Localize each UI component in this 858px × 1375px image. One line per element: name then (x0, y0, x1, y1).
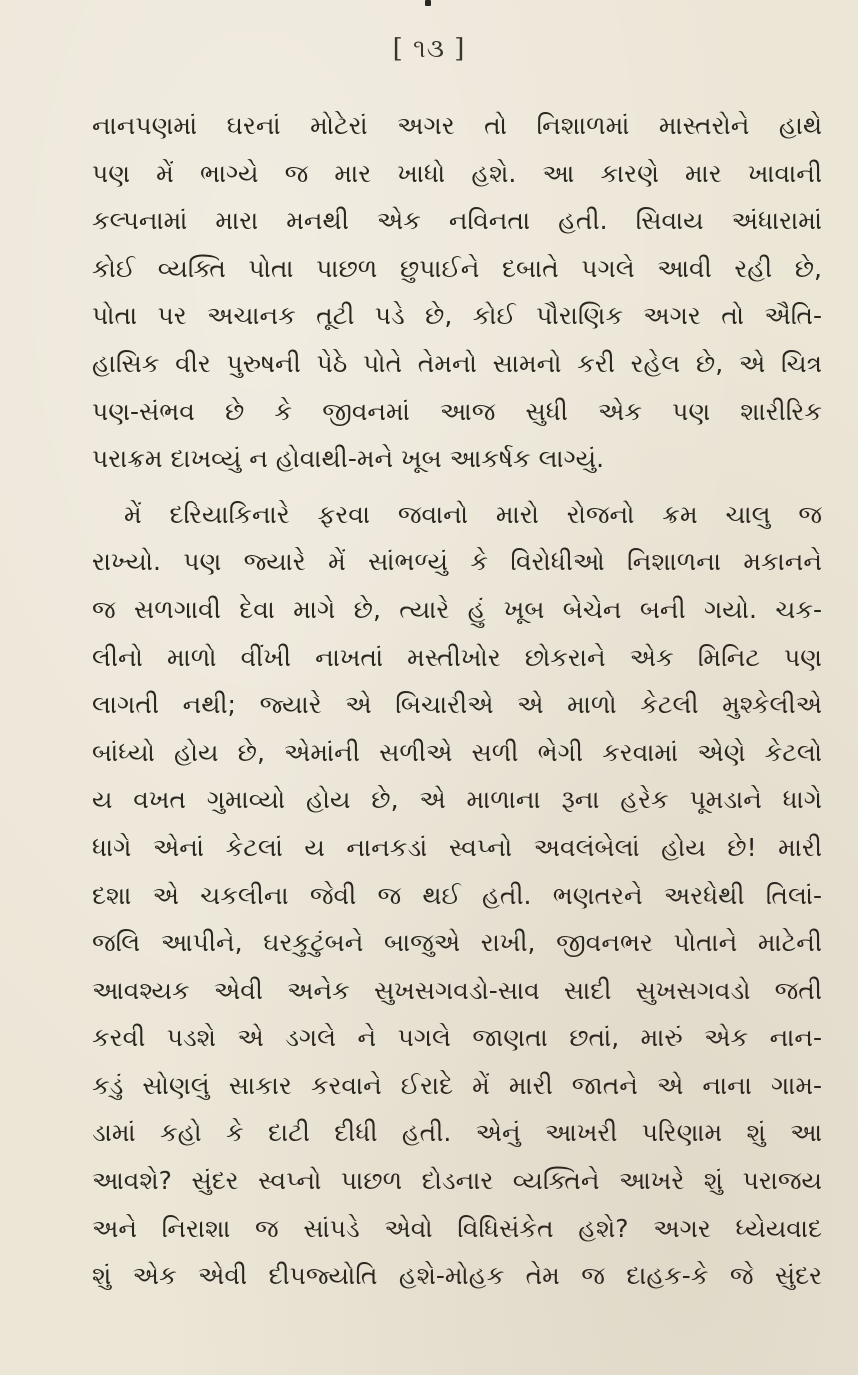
text-line: કડું સોણલું સાકાર કરવાને ઈરાદે મેં મારી જાતને એ નાના ગામ- (92, 1070, 822, 1100)
paragraph-2 (92, 491, 822, 1300)
text-line: કરવી પડશે એ ડગલે ને પગલે જાણતા છતાં, મારું એક નાન- (92, 1023, 822, 1053)
text-line: નાનપણમાં ઘરનાં મોટેરાં અગર તો નિશાળમાં માસ્તરોને હાથે (92, 111, 822, 140)
body-text (92, 102, 822, 1300)
text-line: આવશે? સુંદર સ્વપ્નો પાછળ દોડનાર વ્યક્તિને આખરે શું પરાજય (92, 1166, 822, 1196)
print-mark (425, 0, 431, 6)
text-line: ધાગે એનાં કેટલાં ય નાનકડાં સ્વપ્નો અવલંબેલાં હોય છે! મારી (92, 832, 822, 862)
paragraph-1 (92, 102, 822, 483)
text-line: પણ-સંભવ છે કે જીવનમાં આજ સુધી એક પણ શારીરિક (92, 396, 822, 426)
text-line: મેં દરિયાકિનારે ફરવા જવાનો મારો રોજનો ક્રમ ચાલુ જ (124, 499, 822, 529)
text-line: કોઈ વ્યક્તિ પોતા પાછળ છુપાઈને દબાતે પગલે આવી રહી છે, (92, 253, 822, 283)
text-line: અને નિરાશા જ સાંપડે એવો વિધિસંકેત હશે? અગર ધ્યેયવાદ (92, 1213, 822, 1243)
text-line: લીનો માળો વીંખી નાખતાં મસ્તીખોર છોકરાને એક મિનિટ પણ (92, 642, 822, 672)
text-line: હાસિક વીર પુરુષની પેઠે પોતે તેમનો સામનો કરી રહેલ છે, એ ચિત્ર (92, 348, 822, 378)
text-line: રાખ્યો. પણ જ્યારે મેં સાંભળ્યું કે વિરોધીઓ નિશાળના મકાનને (92, 547, 822, 577)
text-line: શું એક એવી દીપજ્યોતિ હશે-મોહક તેમ જ દાહક-કે જે સુંદર (92, 1261, 822, 1291)
text-line: પરાક્રમ દાખવ્યું ન હોવાથી-મને ખૂબ આકર્ષક લાગ્યું. (92, 444, 605, 474)
page-number: [ ૧૩ ] (392, 34, 466, 64)
text-line: ય વખત ગુમાવ્યો હોય છે, એ માળાના રૂના હરેક પૂમડાને ધાગે (92, 785, 822, 815)
text-line: પણ મેં ભાગ્યે જ માર ખાધો હશે. આ કારણે માર ખાવાની (92, 158, 822, 188)
text-line: જલિ આપીને, ઘરકુટુંબને બાજુએ રાખી, જીવનભર પોતાને માટેની (92, 928, 822, 958)
text-line: દશા એ ચકલીના જેવી જ થઈ હતી. ભણતરને અરધેથી તિલાં- (92, 880, 822, 910)
text-line: કલ્પનામાં મારા મનથી એક નવિનતા હતી. સિવાય અંધારામાં (92, 206, 822, 236)
text-line: પોતા પર અચાનક તૂટી પડે છે, કોઈ પૌરાણિક અગર તો ઐતિ- (92, 301, 822, 331)
text-line: બાંધ્યો હોય છે, એમાંની સળીએ સળી ભેગી કરવામાં એણે કેટલો (92, 737, 822, 767)
text-line: ડામાં કહો કે દાટી દીધી હતી. એનું આખરી પરિણામ શું આ (92, 1118, 822, 1148)
text-line: આવશ્યક એવી અનેક સુખસગવડો-સાવ સાદી સુખસગવડો જતી (92, 975, 822, 1005)
text-line: લાગતી નથી; જ્યારે એ બિચારીએ એ માળો કેટલી મુશ્કેલીએ (92, 690, 822, 720)
text-line: જ સળગાવી દેવા માગે છે, ત્યારે હું ખૂબ બેચેન બની ગયો. ચક- (92, 594, 822, 624)
